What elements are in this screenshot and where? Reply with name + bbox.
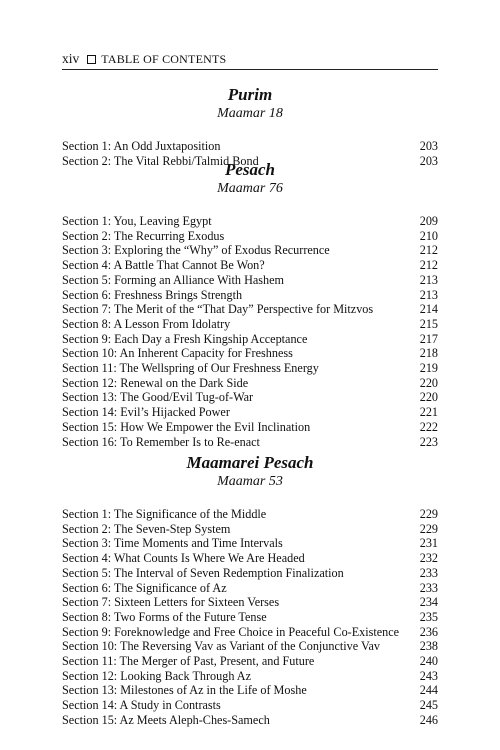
entry-label: Section 14: Evil’s Hijacked Power xyxy=(62,405,230,420)
entry-label: Section 1: An Odd Juxtaposition xyxy=(62,139,221,153)
entry-page: 221 xyxy=(419,405,438,420)
entry-label: Section 1: The Significance of the Middle xyxy=(62,507,267,521)
section-title: Maamarei Pesach xyxy=(186,453,314,472)
entry-page: 203 xyxy=(419,139,438,153)
entry-label: Section 14: A Study in Contrasts xyxy=(62,698,221,713)
entry-label: Section 15: How We Empower the Evil Inclination xyxy=(62,419,311,434)
entry-label: Section 2: The Vital Rebbi/Talmid Bond xyxy=(62,153,259,168)
toc-entry[interactable] xyxy=(62,713,438,728)
toc-section-maamarei-pesach xyxy=(62,453,438,728)
section-subtitle: Maamar 76 xyxy=(217,181,283,196)
entry-label: Section 4: What Counts Is Where We Are Headed xyxy=(62,551,305,566)
toc-entry[interactable] xyxy=(62,683,438,698)
toc-entry[interactable] xyxy=(62,288,438,303)
entry-page: 231 xyxy=(419,536,438,551)
toc-entry[interactable] xyxy=(62,332,438,347)
entry-label: Section 4: A Battle That Cannot Be Won? xyxy=(62,258,265,273)
toc-section-pesach xyxy=(62,160,438,449)
entry-label: Section 6: Freshness Brings Strength xyxy=(62,287,243,302)
entry-label: Section 9: Each Day a Fresh Kingship Acceptance xyxy=(62,331,308,346)
toc-entry[interactable] xyxy=(62,522,438,537)
entry-label: Section 3: Exploring the “Why” of Exodus Recurrence xyxy=(62,243,330,258)
entry-label: Section 7: The Merit of the “That Day” Perspective for Mitzvos xyxy=(62,302,374,317)
entry-page: 235 xyxy=(419,609,438,624)
toc-entry[interactable] xyxy=(62,405,438,420)
toc-entry[interactable] xyxy=(62,420,438,435)
entry-label: Section 11: The Merger of Past, Present, and Future xyxy=(62,654,315,669)
toc-entry[interactable] xyxy=(62,698,438,713)
toc-entry[interactable] xyxy=(62,302,438,317)
toc-entry[interactable] xyxy=(62,625,438,640)
section-subtitle: Maamar 18 xyxy=(217,106,283,121)
entry-label: Section 8: A Lesson From Idolatry xyxy=(62,316,231,331)
entry-page: 229 xyxy=(419,521,438,536)
entry-label: Section 1: You, Leaving Egypt xyxy=(62,214,212,228)
entry-page: 240 xyxy=(419,654,438,669)
entry-label: Section 7: Sixteen Letters for Sixteen Verses xyxy=(62,595,280,610)
toc-entry[interactable] xyxy=(62,507,438,522)
entry-page: 210 xyxy=(419,228,438,243)
section-subtitle: Maamar 53 xyxy=(217,474,283,489)
toc-entry[interactable] xyxy=(62,435,438,450)
section-title: Pesach xyxy=(224,160,276,179)
entry-label: Section 8: Two Forms of the Future Tense xyxy=(62,609,267,624)
entry-page: 213 xyxy=(419,287,438,302)
entry-label: Section 3: Time Moments and Time Intervals xyxy=(62,536,283,551)
entry-label: Section 11: The Wellspring of Our Freshness Energy xyxy=(62,361,319,376)
toc-entry[interactable] xyxy=(62,551,438,566)
toc-entry[interactable] xyxy=(62,273,438,288)
entry-page: 218 xyxy=(419,346,438,361)
toc-entry[interactable] xyxy=(62,536,438,551)
entry-label: Section 6: The Significance of Az xyxy=(62,580,227,595)
entry-page: 209 xyxy=(419,214,438,228)
toc-entry[interactable] xyxy=(62,639,438,654)
entry-page: 220 xyxy=(419,375,438,390)
toc-entry[interactable] xyxy=(62,317,438,332)
entry-list xyxy=(62,507,438,728)
entry-page: 217 xyxy=(419,331,438,346)
entry-label: Section 13: Milestones of Az in the Life of Moshe xyxy=(62,683,307,698)
entry-label: Section 13: The Good/Evil Tug-of-War xyxy=(62,390,254,405)
toc-entry[interactable] xyxy=(62,243,438,258)
toc-entry[interactable] xyxy=(62,610,438,625)
entry-page: 222 xyxy=(419,419,438,434)
entry-page: 223 xyxy=(419,434,438,449)
entry-page: 219 xyxy=(419,361,438,376)
entry-page: 234 xyxy=(419,595,438,610)
entry-label: Section 16: To Remember Is to Re-enact xyxy=(62,434,260,449)
running-head xyxy=(62,51,438,70)
entry-page: 244 xyxy=(419,683,438,698)
entry-page: 243 xyxy=(419,668,438,683)
entry-label: Section 5: The Interval of Seven Redemption Finalization xyxy=(62,565,344,580)
entry-label: Section 12: Looking Back Through Az xyxy=(62,668,251,683)
entry-page: 245 xyxy=(419,698,438,713)
toc-entry[interactable] xyxy=(62,229,438,244)
page-folio: xiv xyxy=(62,51,80,66)
toc-entry[interactable] xyxy=(62,581,438,596)
running-head-title: TABLE OF CONTENTS xyxy=(101,52,227,66)
toc-entry[interactable] xyxy=(62,346,438,361)
entry-label: Section 15: Az Meets Aleph-Ches-Samech xyxy=(62,712,270,727)
entry-page: 238 xyxy=(419,639,438,654)
entry-list xyxy=(62,214,438,449)
toc-entry[interactable] xyxy=(62,376,438,391)
entry-page: 214 xyxy=(419,302,438,317)
entry-page: 215 xyxy=(419,316,438,331)
entry-page: 233 xyxy=(419,565,438,580)
entry-page: 220 xyxy=(419,390,438,405)
entry-page: 203 xyxy=(419,153,438,168)
entry-label: Section 2: The Recurring Exodus xyxy=(62,228,225,243)
entry-page: 233 xyxy=(419,580,438,595)
toc-entry[interactable] xyxy=(62,139,438,154)
square-ornament-icon xyxy=(87,55,96,64)
toc-entry[interactable] xyxy=(62,390,438,405)
entry-label: Section 9: Foreknowledge and Free Choice in Peaceful Co-Existence xyxy=(62,624,400,639)
entry-label: Section 2: The Seven-Step System xyxy=(62,521,231,536)
entry-page: 213 xyxy=(419,272,438,287)
section-title: Purim xyxy=(227,85,273,104)
toc-entry[interactable] xyxy=(62,361,438,376)
entry-page: 246 xyxy=(419,712,438,727)
entry-label: Section 10: The Reversing Vav as Variant of the Conjunctive Vav xyxy=(62,639,380,654)
entry-label: Section 12: Renewal on the Dark Side xyxy=(62,375,249,390)
toc-section-purim xyxy=(62,85,438,168)
entry-page: 232 xyxy=(419,551,438,566)
entry-page: 212 xyxy=(419,243,438,258)
entry-page: 212 xyxy=(419,258,438,273)
toc-entry[interactable] xyxy=(62,654,438,669)
entry-page: 236 xyxy=(419,624,438,639)
entry-label: Section 10: An Inherent Capacity for Freshness xyxy=(62,346,293,361)
entry-page: 229 xyxy=(419,507,438,521)
entry-label: Section 5: Forming an Alliance With Hashem xyxy=(62,272,285,287)
toc-entry[interactable] xyxy=(62,566,438,581)
toc-entry[interactable] xyxy=(62,669,438,684)
toc-entry[interactable] xyxy=(62,214,438,229)
toc-entry[interactable] xyxy=(62,258,438,273)
toc-entry[interactable] xyxy=(62,595,438,610)
